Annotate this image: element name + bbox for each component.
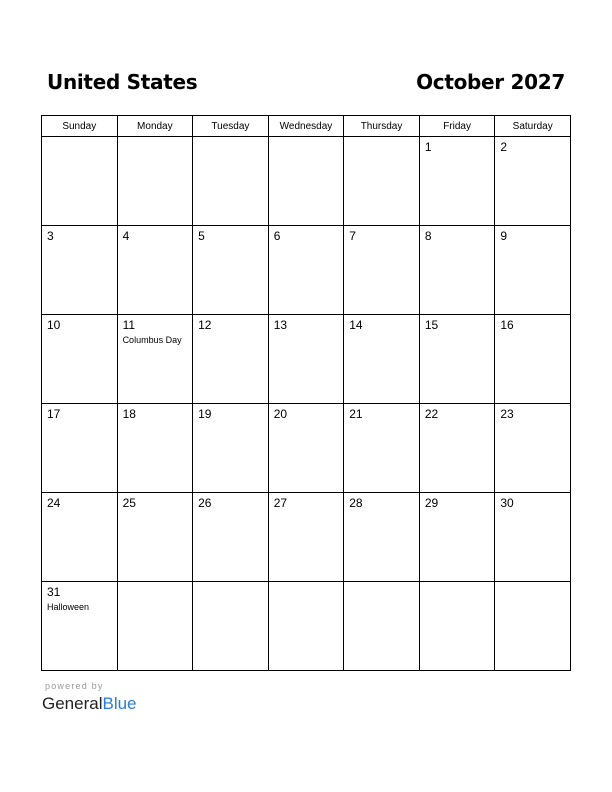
empty-day-cell	[344, 582, 420, 671]
day-number: 25	[122, 496, 136, 510]
weekday-monday: Monday	[117, 116, 193, 137]
day-number: 20	[273, 407, 288, 421]
logo-text-blue: Blue	[102, 694, 137, 713]
holiday-label: Halloween	[47, 602, 90, 612]
weekday-header-row	[42, 116, 571, 137]
day-number: 24	[47, 496, 61, 510]
day-number: 13	[273, 318, 288, 332]
day-cell	[419, 315, 495, 404]
day-cell	[193, 315, 269, 404]
day-cell	[344, 226, 420, 315]
weekday-friday: Friday	[419, 116, 495, 137]
day-number: 6	[273, 229, 281, 243]
day-number: 28	[349, 496, 363, 510]
day-number: 11	[122, 318, 136, 332]
day-cell	[193, 493, 269, 582]
day-number: 30	[500, 496, 514, 510]
weekday-thursday: Thursday	[344, 116, 420, 137]
weekday-saturday: Saturday	[495, 116, 571, 137]
day-number: 26	[198, 496, 212, 510]
day-number: 19	[198, 407, 212, 421]
day-cell	[419, 137, 495, 226]
day-cell	[344, 315, 420, 404]
day-cell	[495, 404, 571, 493]
day-number: 4	[122, 229, 130, 243]
day-number: 2	[500, 140, 508, 154]
footer-branding	[42, 681, 137, 714]
day-cell	[495, 315, 571, 404]
day-cell	[419, 493, 495, 582]
holiday-label: Columbus Day	[122, 335, 182, 345]
empty-day-cell	[193, 582, 269, 671]
month-title: October 2027	[416, 70, 565, 94]
day-cell	[42, 315, 118, 404]
day-cell	[268, 315, 344, 404]
day-cell	[42, 582, 118, 671]
day-number: 12	[198, 318, 212, 332]
empty-day-cell	[419, 582, 495, 671]
day-number: 7	[349, 229, 356, 243]
day-cell	[268, 493, 344, 582]
day-number: 1	[424, 140, 432, 154]
day-number: 15	[424, 318, 439, 332]
week-row	[42, 582, 571, 671]
week-row	[42, 226, 571, 315]
day-cell	[193, 226, 269, 315]
day-number: 21	[349, 407, 363, 421]
day-number: 16	[500, 318, 514, 332]
day-number: 31	[47, 585, 61, 599]
calendar-header	[47, 70, 565, 100]
day-cell	[42, 226, 118, 315]
day-cell	[117, 315, 193, 404]
empty-day-cell	[268, 582, 344, 671]
day-cell	[42, 404, 118, 493]
day-number: 29	[424, 496, 439, 510]
empty-day-cell	[268, 137, 344, 226]
day-cell	[268, 226, 344, 315]
logo-text-general: General	[42, 694, 103, 713]
day-cell	[419, 404, 495, 493]
day-cell	[495, 493, 571, 582]
empty-day-cell	[42, 137, 118, 226]
empty-day-cell	[193, 137, 269, 226]
day-cell	[344, 493, 420, 582]
day-number: 17	[47, 407, 61, 421]
day-cell	[495, 137, 571, 226]
day-number: 10	[47, 318, 61, 332]
country-title: United States	[47, 70, 198, 94]
week-row	[42, 493, 571, 582]
week-row	[42, 404, 571, 493]
empty-day-cell	[495, 582, 571, 671]
day-number: 14	[349, 318, 363, 332]
day-cell	[117, 404, 193, 493]
week-row	[42, 315, 571, 404]
day-number: 27	[273, 496, 288, 510]
calendar-grid	[41, 115, 571, 671]
day-number: 5	[198, 229, 205, 243]
weekday-tuesday: Tuesday	[193, 116, 269, 137]
powered-by-label: powered by	[45, 681, 104, 691]
empty-day-cell	[117, 582, 193, 671]
week-row	[42, 137, 571, 226]
day-number: 8	[424, 229, 432, 243]
generalblue-logo	[42, 694, 137, 714]
day-number: 18	[122, 407, 136, 421]
day-number: 22	[424, 407, 439, 421]
day-cell	[193, 404, 269, 493]
day-number: 3	[47, 229, 54, 243]
day-number: 23	[500, 407, 514, 421]
day-cell	[419, 226, 495, 315]
day-number: 9	[500, 229, 508, 243]
day-cell	[42, 493, 118, 582]
weekday-wednesday: Wednesday	[268, 116, 344, 137]
empty-day-cell	[117, 137, 193, 226]
empty-day-cell	[344, 137, 420, 226]
day-cell	[344, 404, 420, 493]
calendar-weeks	[42, 137, 571, 671]
day-cell	[268, 404, 344, 493]
day-cell	[495, 226, 571, 315]
day-cell	[117, 226, 193, 315]
day-cell	[117, 493, 193, 582]
weekday-sunday: Sunday	[42, 116, 118, 137]
